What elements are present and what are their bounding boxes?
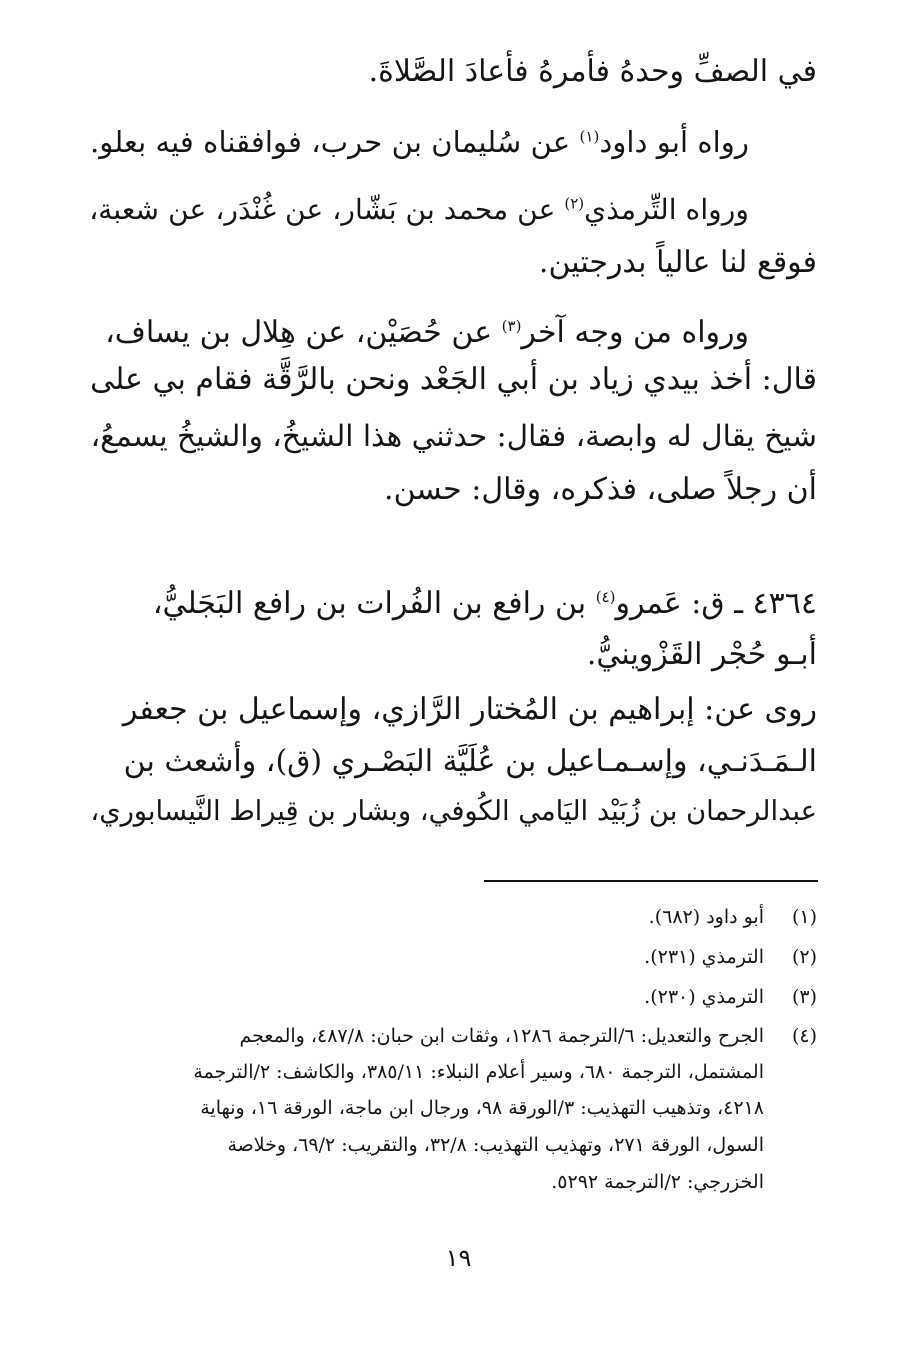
- body-line-5-text-b: عن حُصَيْن، عن هِلال بن يساف،: [105, 315, 502, 350]
- body-line-6: قال: أخذ بيدي زياد بن أبي الجَعْد ونحن بالرَّقَّة فقام بي على: [90, 362, 817, 397]
- footnote-ref-1[interactable]: (١): [579, 127, 600, 146]
- footnote-ref-2[interactable]: (٢): [564, 194, 585, 213]
- footnote-3-text: الترمذي (٢٣٠).: [644, 986, 764, 1008]
- footnote-1-text: أبو داود (٦٨٢).: [648, 906, 764, 928]
- footnote-3-number: (٣): [791, 986, 817, 1008]
- footnote-2-number: (٢): [791, 946, 817, 968]
- body-line-7: شيخ يقال له وابصة، فقال: حدثني هذا الشيخُ، والشيخُ يسمعُ،: [90, 419, 817, 453]
- body-line-12: الـمَـدَنـي، وإسـمـاعيل بن عُلَيَّة البَصْـري (ق)، وأشعث بن: [123, 744, 817, 779]
- footnote-4-line-4: السول، الورقة ٢٧١، وتهذيب التهذيب: ٣٢/٨، والتقريب: ٦٩/٢، وخلاصة: [227, 1134, 764, 1156]
- footnote-1-number: (١): [791, 906, 817, 928]
- footnote-ref-4[interactable]: (٤): [595, 588, 616, 606]
- footnote-4-line-3: ٤٢١٨، وتذهيب التهذيب: ٣/الورقة ٩٨، ورجال ابن ماجة، الورقة ١٦، ونهاية: [200, 1097, 764, 1119]
- body-line-5: [105, 313, 749, 353]
- footnote-4-line-2: المشتمل، الترجمة ٦٨٠، وسير أعلام النبلاء: ٣٨٥/١١، والكاشف: ٢/الترجمة: [193, 1061, 764, 1083]
- body-line-4: فوقع لنا عالياً بدرجتين.: [538, 245, 817, 280]
- entry-heading-line-2: أبـو حُجْر القَزْوينيُّ.: [586, 637, 817, 672]
- footnote-2-text: الترمذي (٢٣١).: [644, 946, 764, 968]
- entry-heading-text-b: بن رافع بن الفُرات بن رافع البَجَليُّ،: [152, 586, 596, 621]
- body-line-1: في الصفِّ وحدهُ فأمرهُ فأعادَ الصَّلاةَ.: [368, 54, 817, 89]
- body-line-3-text-b: عن محمد بن بَشّار، عن غُنْدَر، عن شعبة،: [89, 193, 565, 226]
- body-line-2-text-b: عن سُليمان بن حرب، فوافقناه فيه بعلو.: [89, 125, 580, 159]
- body-line-8: أن رجلاً صلى، فذكره، وقال: حسن.: [384, 472, 817, 507]
- body-line-2: [90, 122, 749, 162]
- body-line-2-text-a: رواه أبو داود: [599, 125, 749, 159]
- body-line-11: روى عن: إبراهيم بن المُختار الرَّازي، وإسماعيل بن جعفر: [122, 692, 817, 727]
- entry-heading-text-a: ٤٣٦٤ ـ ق: عَمرو: [615, 586, 817, 621]
- body-line-3-text-a: ورواه التِّرمذي: [584, 193, 749, 226]
- footnote-4-line-1: الجرح والتعديل: ٦/الترجمة ١٢٨٦، وثقات ابن حبان: ٤٨٧/٨، والمعجم: [239, 1025, 764, 1047]
- footnote-separator: [484, 880, 818, 882]
- body-line-13: عبدالرحمان بن زُبَيْد اليَامي الكُوفي، وبشار بن قِيراط النَّيسابوري،: [90, 796, 817, 827]
- body-line-3: [89, 190, 749, 230]
- footnote-4-number: (٤): [791, 1025, 817, 1047]
- footnote-4-line-5: الخزرجي: ٢/الترجمة ٥٢٩٢.: [551, 1171, 764, 1193]
- page-number: ١٩: [445, 1244, 472, 1272]
- footnote-ref-3[interactable]: (٣): [501, 317, 522, 335]
- entry-heading-line-1: [153, 584, 817, 624]
- body-line-5-text-a: ورواه من وجه آخر: [521, 315, 749, 350]
